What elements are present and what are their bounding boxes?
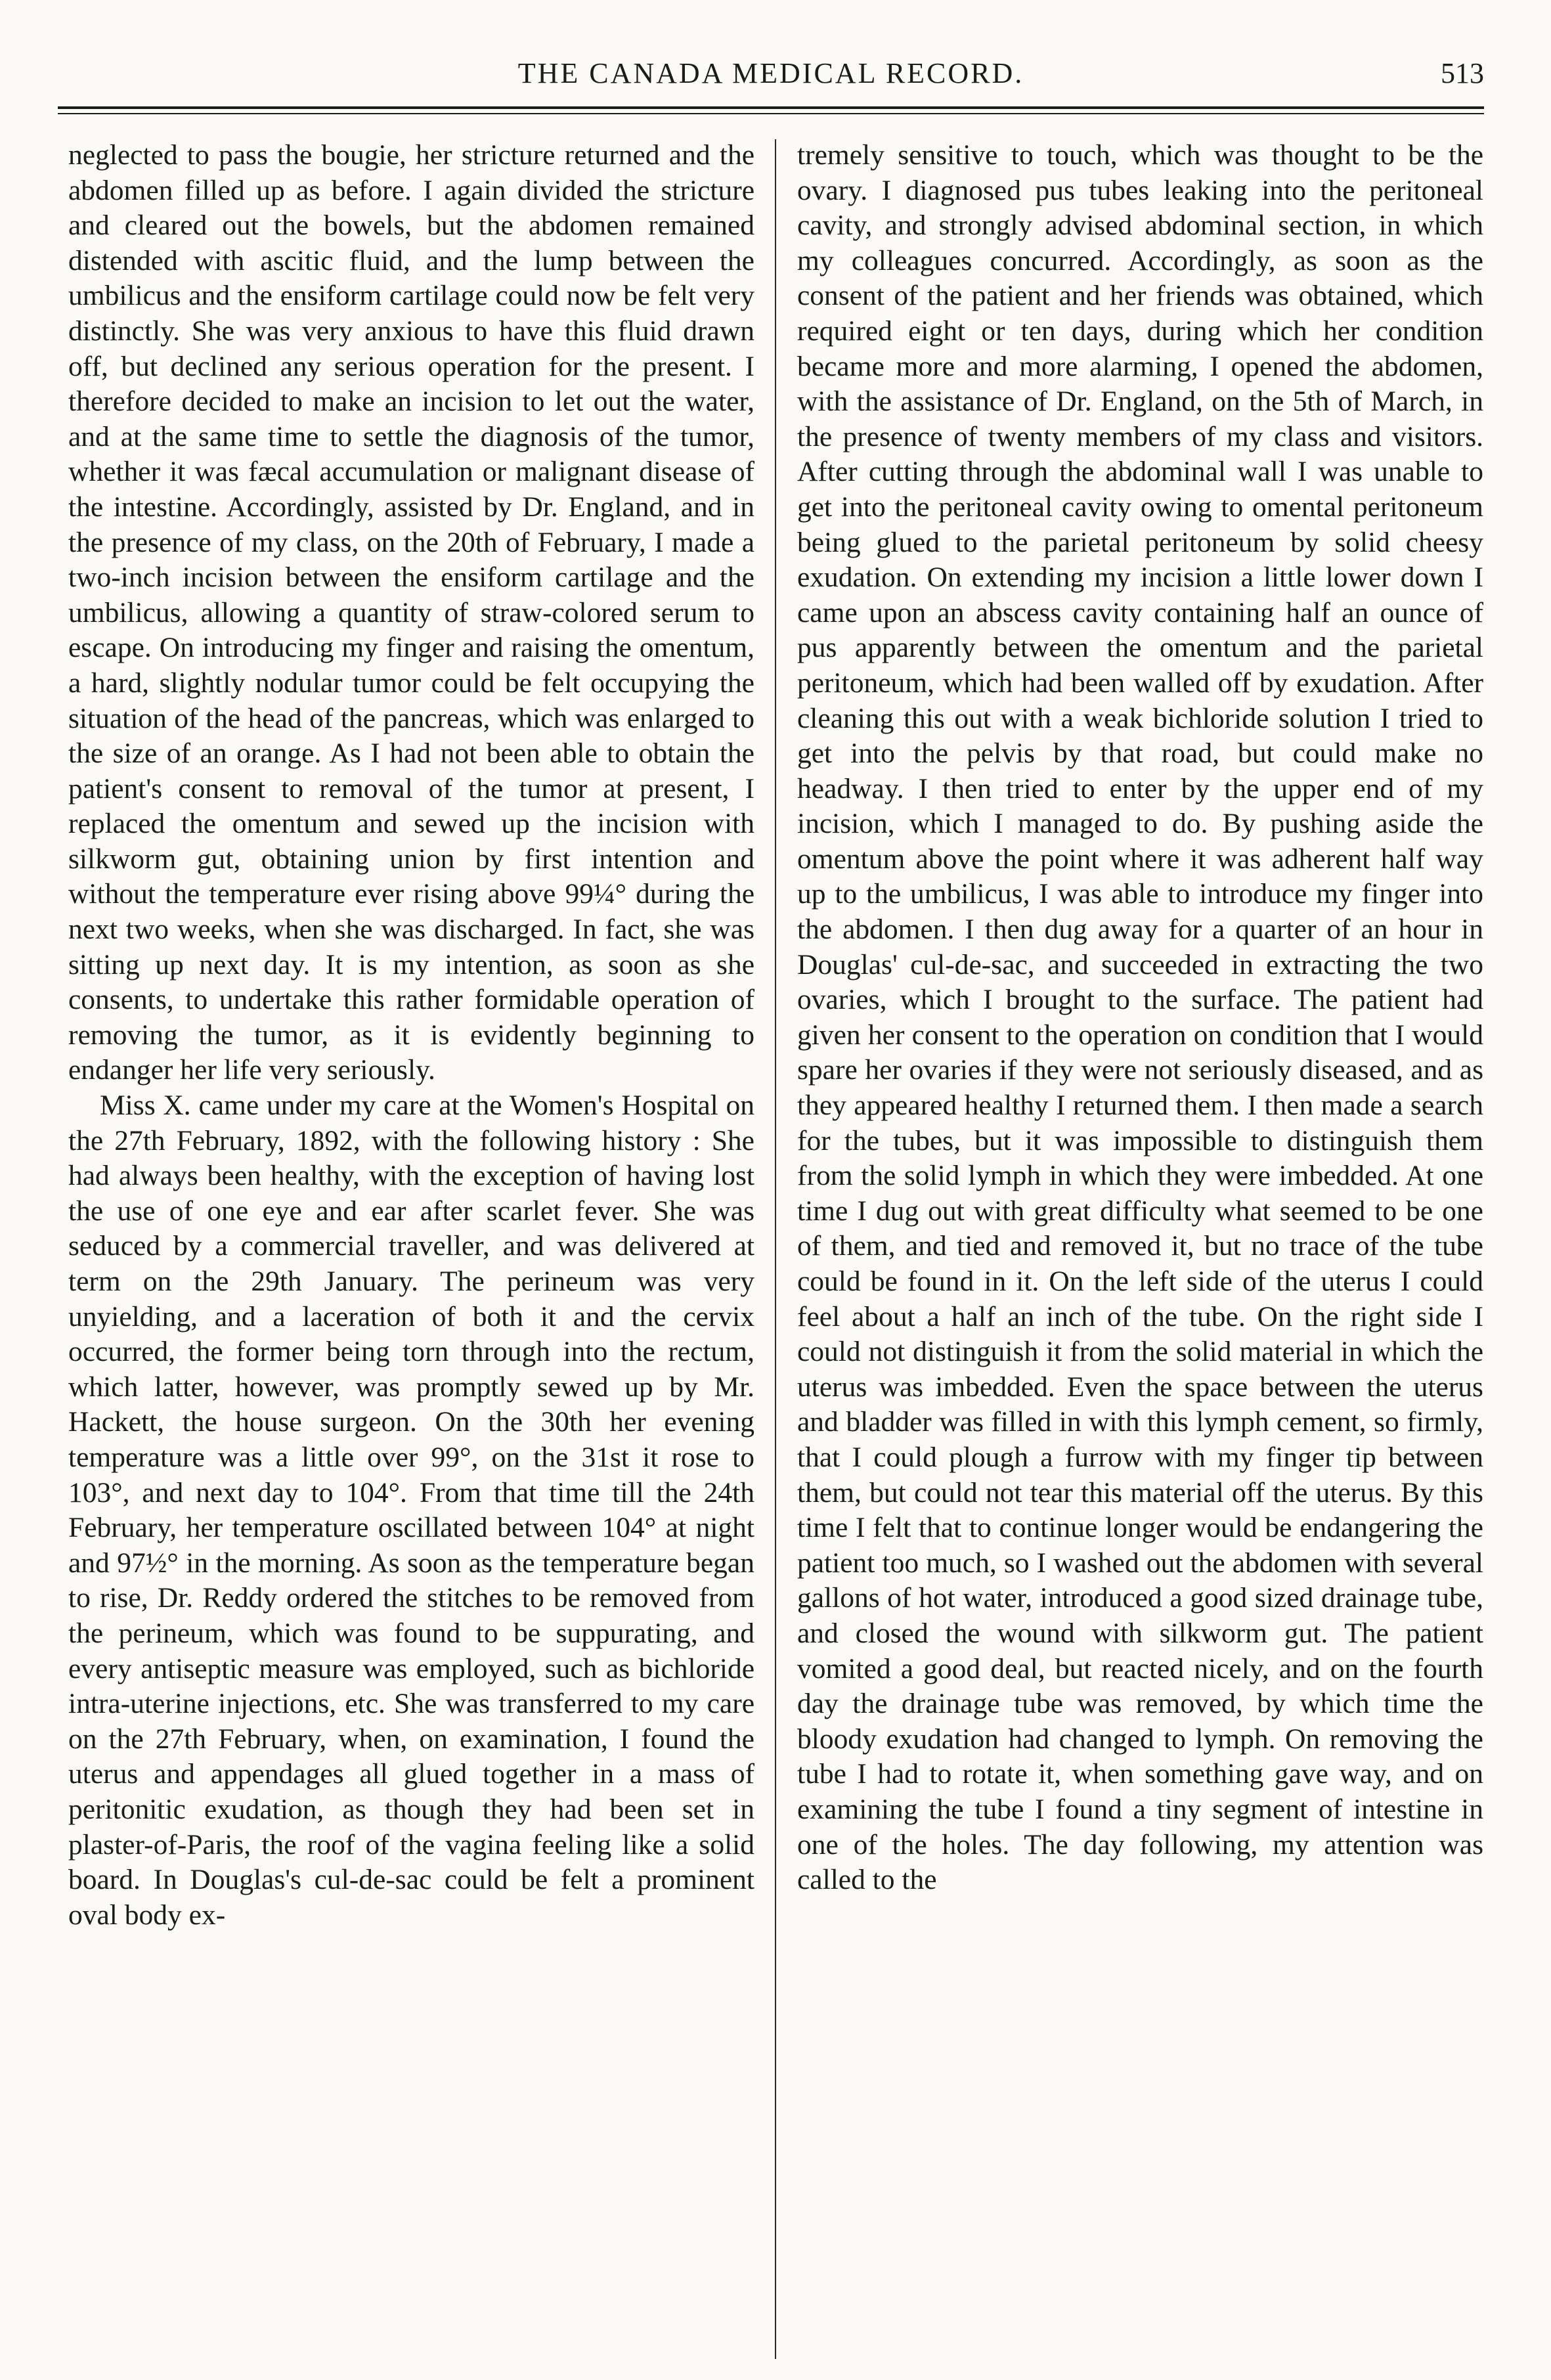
paragraph: neglected to pass the bougie, her stricture returned and the abdomen filled up as before. I again divided the stricture and cleared out the bowels, but the abdomen remained distended with ascitic fluid, and the lump between the umbilicus and the ensiform cartilage could now be felt very distinctly. She was very anxious to have this fluid drawn off, but declined any serious operation for the present. I therefore decided to make an incision to let out the water, and at the same time to settle the diagnosis of the tumor, whether it was fæcal accumulation or malignant disease of the intestine. Accordingly, assisted by Dr. England, and in the presence of my class, on the 20th of February, I made a two-inch incision between the ensiform cartilage and the umbilicus, allowing a quantity of straw-colored serum to escape. On introducing my finger and raising the omentum, a hard, slightly nodular tumor could be felt occupying the situation of the head of the pancreas, which was enlarged to the size of an orange. As I had not been able to obtain the patient's consent to removal of the tumor at present, I replaced the omentum and sewed up the incision with silkworm gut, obtaining union by first intention and without the temperature ever rising above 99¼° during the next two weeks, when she was discharged. In fact, she was sitting up next day. It is my intention, as soon as she consents, to undertake this rather formidable operation of removing the tumor, as it is evidently beginning to endanger her life very seriously. [68,139,754,1086]
column-divider [775,139,776,2359]
paragraph: tremely sensitive to touch, which was thought to be the ovary. I diagnosed pus tubes leaking into the peritoneal cavity, and strongly advised abdominal section, in which my colleagues concurred. Accordingly, as soon as the consent of the patient and her friends was obtained, which required eight or ten days, during which her condition became more and more alarming, I opened the abdomen, with the assistance of Dr. England, on the 5th of March, in the presence of twenty members of my class and visitors. After cutting through the abdominal wall I was unable to get into the peritoneal cavity owing to omental peritoneum being glued to the parietal peritoneum by solid cheesy exudation. On extending my incision a little lower down I came upon an abscess cavity containing half an ounce of pus apparently between the omentum and the parietal peritoneum, which had been walled off by exudation. After cleaning this out with a weak bichloride solution I tried to get into the pelvis by that road, but could make no headway. I then tried to enter by the upper end of my incision, which I managed to do. By pushing aside the omentum above the point where it was adherent half way up to the umbilicus, I was able to introduce my finger into the abdomen. I then dug away for a quarter of an hour in Douglas' cul-de-sac, and succeeded in extracting the two ovaries, which I brought to the surface. The patient had given her consent to the operation on condition that I would spare her ovaries if they were not seriously diseased, and as they appeared healthy I returned them. I then made a search for the tubes, but it was impossible to distinguish them from the solid lymph in which they were imbedded. At one time I dug out with great difficulty what seemed to be one of them, and tied and removed it, but no trace of the tube could be found in it. On the left side of the uterus I could feel about a half an inch of the tube. On the right side I could not distinguish it from the solid material in which the uterus was imbedded. Even the space between the uterus and bladder was filled in with this lymph cement, so firmly, that I could plough a furrow with my finger tip between them, but could not tear this material off the uterus. By this time I felt that to continue longer would be endangering the patient too much, so I washed out the abdomen with several gallons of hot water, introduced a good sized drainage tube, and closed the wound with silkworm gut. The patient vomited a good deal, but reacted nicely, and on the fourth day the drainage tube was removed, by which time the bloody exudation had changed to lymph. On removing the tube I had to rotate it, when something gave way, and on examining the tube I found a tiny segment of intestine in one of the holes. The day following, my attention was called to the [797,139,1483,1896]
header-rule-thick [58,106,1484,109]
right-column [797,138,1483,1898]
journal-title: THE CANADA MEDICAL RECORD. [517,57,1024,89]
paragraph: Miss X. came under my care at the Women's Hospital on the 27th February, 1892, with the following history : She had always been healthy, with the exception of having lost the use of one eye and ear after scarlet fever. She was seduced by a commercial traveller, and was delivered at term on the 29th January. The perineum was very unyielding, and a laceration of both it and the cervix occurred, the former being torn through into the rectum, which latter, however, was promptly sewed up by Mr. Hackett, the house surgeon. On the 30th her evening temperature was a little over 99°, on the 31st it rose to 103°, and next day to 104°. From that time till the 24th February, her temperature oscillated between 104° at night and 97½° in the morning. As soon as the temperature began to rise, Dr. Reddy ordered the stitches to be removed from the perineum, which was found to be suppurating, and every antiseptic measure was employed, such as bichloride intra-uterine injections, etc. She was transferred to my care on the 27th February, when, on examination, I found the uterus and appendages all glued together in a mass of peritonitic exudation, as though they had been set in plaster-of-Paris, the roof of the vagina feeling like a solid board. In Douglas's cul-de-sac could be felt a prominent oval body ex- [68,1090,754,1931]
page-header [58,54,1484,93]
header-rule-thin [58,113,1484,114]
left-column [68,138,754,1933]
page-number: 513 [1441,57,1484,89]
